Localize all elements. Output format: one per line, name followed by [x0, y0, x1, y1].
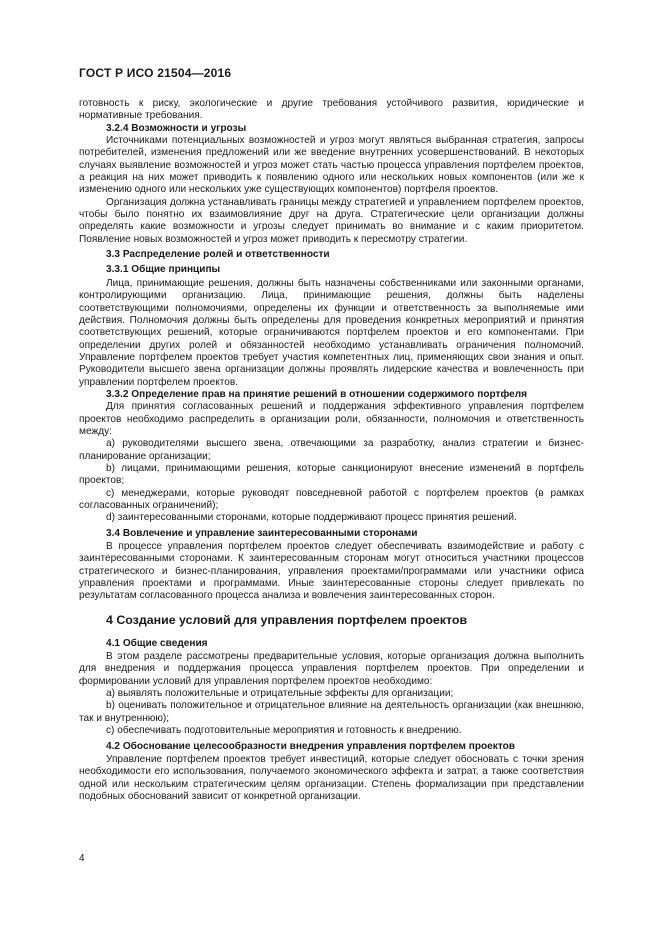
paragraph: Источниками потенциальных возможностей и угроз могут являться выбранная стратегия, запросы потребителей, изменения предложений или же введение внутренних усовершенствований. В некоторых случаях выявление возможностей и угроз может стать частью процесса управления портфелем проектов, а реакция на них может приводить к появлению одного или нескольких новых компонентов (или же к изменению одного или нескольких уже существующих компонентов) портфеля проектов. — [79, 135, 584, 196]
paragraph: Лица, принимающие решения, должны быть назначены собственниками или законными органами, контролирующими организацию. Лица, принимающие решения, должны быть наделены соответствующими полномочиями, определены их функции и ответственность за выполняемые ими действия. Полномочия должны быть определены для проведения конкретных мероприятий и принятия соответствующих решений, которые ограничиваются портфелем проектов и его компонентами. При определении других ролей и обязанностей необходимо устанавливать ограничения полномочий. Управление портфелем проектов требует участия компетентных лиц, применяющих свои знания и опыт. Руководители высшего звена организации должны проявлять лидерские качества и вовлеченность при управлении портфелем проектов. — [79, 277, 584, 388]
section-heading: 3.3 Распределение ролей и ответственности — [106, 249, 330, 261]
paragraph: a) выявлять положительные и отрицательные эффекты для организации; — [106, 688, 454, 700]
paragraph: Организация должна устанавливать границы между стратегией и управлением портфелем проектов, чтобы было понятно их взаимовлияние друг на друга. Стратегические цели организации должны определять какие возможности и угрозы следует принимать во внимание и с каким приоритетом. Появление новых возможностей и угроз может приводить к пересмотру стратегии. — [79, 196, 584, 245]
paragraph: Управление портфелем проектов требует инвестиций, которые следует обосновать с точки зрения необходимости его использования, получаемого экономического эффекта и затрат, а также соответствия одной или нескольким стратегическим целям организации. Степень формализации при представлении подобных обоснований зависит от конкретной организации. — [79, 753, 584, 802]
page-number: 4 — [79, 853, 85, 864]
section-heading: 3.2.4 Возможности и угрозы — [106, 122, 247, 134]
chapter-heading: 4 Создание условий для управления портфелем проектов — [106, 612, 468, 627]
paragraph: готовность к риску, экологические и другие требования устойчивого развития, юридические и нормативные требования. — [79, 98, 584, 122]
section-heading: 4.2 Обоснование целесообразности внедрения управления портфелем проектов — [106, 740, 516, 752]
document-body — [79, 98, 584, 803]
document-header: ГОСТ Р ИСО 21504—2016 — [79, 66, 232, 80]
section-heading: 3.3.2 Определение прав на принятие решений в отношении содержимого портфеля — [106, 388, 528, 400]
section-heading: 3.3.1 Общие принципы — [106, 264, 221, 276]
paragraph: c) менеджерами, которые руководят повседневной работой с портфелем проектов (в рамках согласованных ограничений); — [79, 487, 584, 511]
paragraph: В процессе управления портфелем проектов следует обеспечивать взаимодействие и работу с заинтересованными сторонами. К заинтересованным сторонам могут относиться участники процессов стратегического и бизнес-планирования, управления проектами/программами или участники офиса управления проектами и программами. Иные заинтересованные стороны следует привлекать по результатам согласованного процесса анализа и вовлечения заинтересованных сторон. — [79, 541, 584, 602]
paragraph: Для принятия согласованных решений и поддержания эффективного управления портфелем проектов необходимо распределить в организации роли, обязанности, полномочия и ответственность между: — [79, 401, 584, 437]
paragraph: c) обеспечивать подготовительные мероприятия и готовность к внедрению. — [106, 725, 462, 737]
paragraph: В этом разделе рассмотрены предварительные условия, которые организация должна выполнить для внедрения и поддержания процесса управления портфелем проектов. При определении и формировании условий для управления портфелем проектов необходимо: — [79, 651, 584, 687]
paragraph: b) лицами, принимающими решения, которые санкционируют внесение изменений в портфель проектов; — [79, 462, 584, 487]
section-heading: 4.1 Общие сведения — [106, 637, 208, 649]
section-heading: 3.4 Вовлечение и управление заинтересованными сторонами — [106, 527, 418, 539]
paragraph: d) заинтересованными сторонами, которые поддерживают процесс принятия решений. — [106, 512, 517, 524]
paragraph: b) оценивать положительное и отрицательное влияние на деятельность организации (как внешнюю, так и внутреннюю); — [79, 700, 584, 724]
paragraph: a) руководителями высшего звена, отвечающими за разработку, анализ стратегии и бизнес-планирование организации; — [79, 438, 584, 462]
